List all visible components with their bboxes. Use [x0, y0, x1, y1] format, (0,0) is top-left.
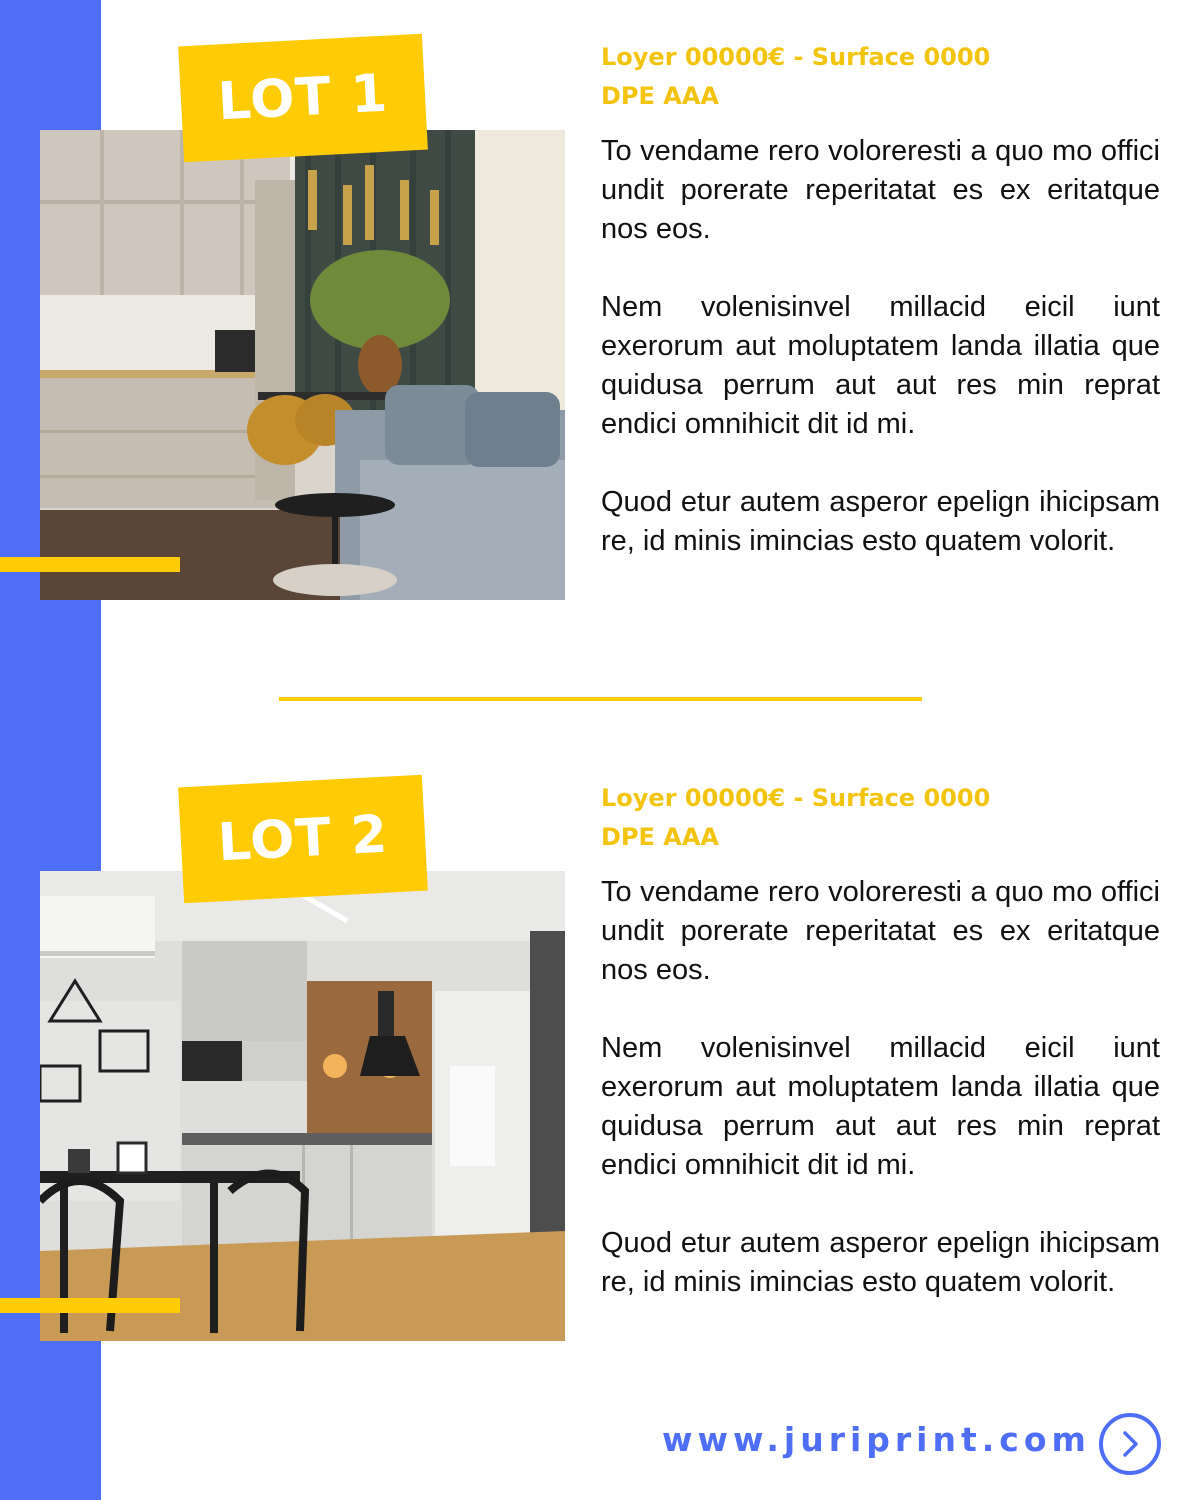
lot-1-section: [0, 0, 1200, 600]
lot-1-paragraph-2: Nem volenisinvel millacid eicil iunt exerorum aut moluptatem landa illatia que quidusa perrum aut aut res min reprat endici omnihicit dit id mi.: [601, 291, 1160, 440]
lot-2-tag: [178, 775, 428, 904]
lot-1-paragraph-3: Quod etur autem asperor epelign ihicipsam re, id minis imincias esto quatem volorit.: [601, 486, 1160, 557]
section-divider: [279, 697, 922, 701]
lot-2-tag-label: LOT 2: [216, 804, 390, 874]
lot-1-rent-surface: Loyer 00000€ - Surface 0000: [601, 43, 991, 71]
lot-2-rent-surface: Loyer 00000€ - Surface 0000: [601, 784, 991, 812]
lot-2-paragraph-3: Quod etur autem asperor epelign ihicipsam re, id minis imincias esto quatem volorit.: [601, 1227, 1160, 1298]
website-link[interactable]: www.juriprint.com: [662, 1420, 1091, 1459]
chevron-right-icon: [1117, 1429, 1143, 1459]
lot-2-paragraph-2: Nem volenisinvel millacid eicil iunt exerorum aut moluptatem landa illatia que quidusa perrum aut aut res min reprat endici omnihicit dit id mi.: [601, 1032, 1160, 1181]
lot-2-dpe: DPE AAA: [601, 823, 719, 851]
lot-1-tag: [178, 34, 428, 163]
lot-2-paragraph-1: To vendame rero voloreresti a quo mo offici undit porerate reperitatat es ex eritatque nos eos.: [601, 876, 1160, 986]
lot-2-meta: [601, 779, 1161, 857]
lot-2-accent-bar: [0, 1298, 180, 1313]
next-page-button[interactable]: [1099, 1413, 1161, 1475]
lot-1-tag-label: LOT 1: [216, 63, 390, 133]
lot-1-meta: [601, 38, 1161, 116]
lot-2-section: [0, 741, 1200, 1341]
lot-1-accent-bar: [0, 557, 180, 572]
living-room-photo: [40, 130, 565, 600]
lot-1-paragraph-1: To vendame rero voloreresti a quo mo offici undit porerate reperitatat es ex eritatque nos eos.: [601, 135, 1160, 245]
lot-1-description: [601, 132, 1160, 600]
lot-1-dpe: DPE AAA: [601, 82, 719, 110]
lot-2-description: [601, 873, 1160, 1341]
kitchen-photo: [40, 871, 565, 1341]
